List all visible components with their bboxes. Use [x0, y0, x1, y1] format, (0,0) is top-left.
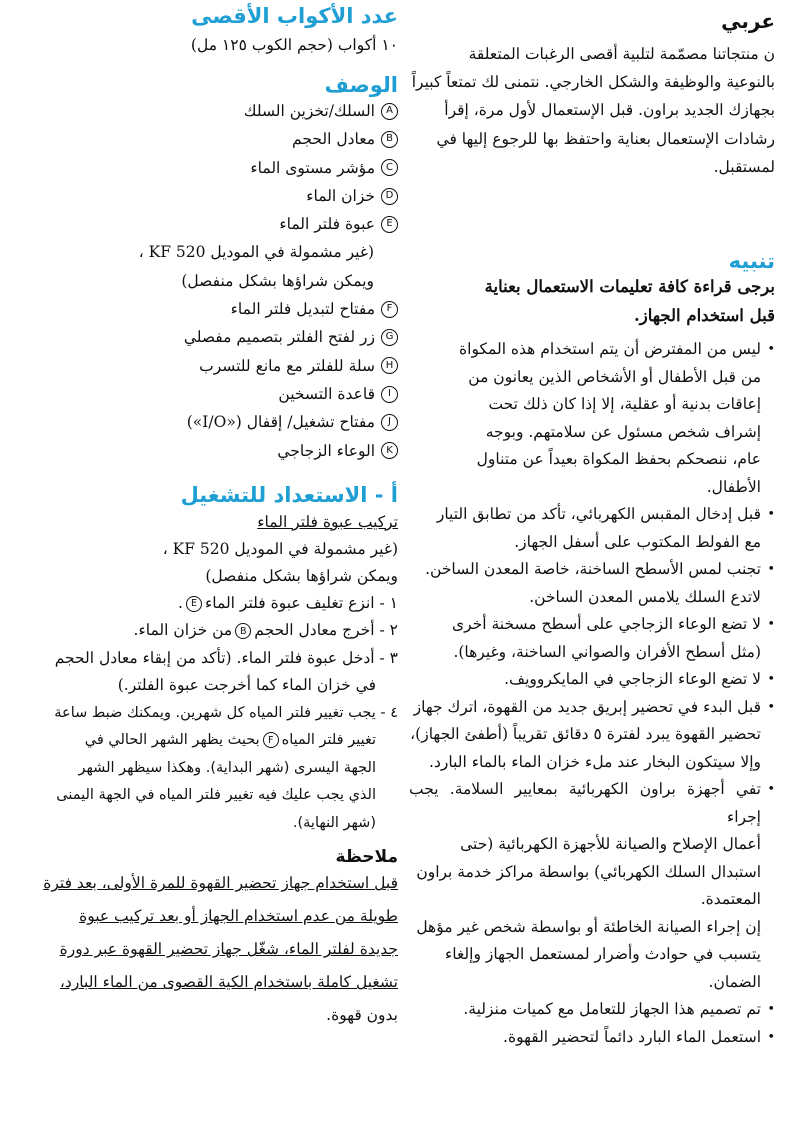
bullet-line: • قبل البدء في تحضير إبريق جديد من القهوة، اترك جهاز [413, 697, 761, 716]
bullet-line: إعاقات بدنية أو عقلية، إلا إذا كان ذلك تحت [488, 395, 761, 414]
part-letter-icon: B [235, 623, 251, 639]
description-column [8, 0, 398, 1032]
setup-step [8, 700, 398, 838]
step-text: الذي يجب عليك فيه تغيير فلتر المياه في الجهة اليمنى [56, 787, 376, 804]
note-line: طويلة من عدم استخدام الجهاز أو بعد تركيب عبوة [79, 907, 398, 926]
safety-bullet [409, 501, 775, 556]
step-text: (شهر النهاية). [292, 814, 376, 831]
part-letter-icon: A [381, 103, 398, 120]
note-line: قبل استخدام جهاز تحضير القهوة للمرة الأولى، بعد فترة [43, 874, 398, 893]
note-last-line: بدون قهوة. [326, 1006, 398, 1025]
part-letter-icon: C [381, 159, 398, 176]
part-item [8, 125, 398, 153]
part-item [8, 210, 398, 238]
part-label: مفتاح تشغيل/ إقفال («I/O») [186, 413, 375, 432]
safety-bullet [409, 694, 775, 777]
safety-column [409, 0, 775, 1051]
part-letter-icon: E [381, 216, 398, 233]
step-text: الجهة اليسرى (شهر البداية). وهكذا سيظهر الشهر [78, 759, 376, 776]
setup-subtitle: تركيب عبوة فلتر الماء [257, 512, 398, 531]
bullet-line: مع الفولط المكتوب على أسفل الجهاز. [514, 532, 761, 551]
intro-line: ن منتجاتنا مصمّمة لتلبية أقصى الرغبات المتعلقة [468, 45, 775, 63]
part-letter-icon: B [381, 131, 398, 148]
setup-note-line: (غير مشمولة في الموديل KF 520 ، [162, 539, 398, 558]
part-letter-icon: G [381, 329, 398, 346]
step-text: تغيير فلتر المياه [281, 732, 376, 749]
step-text: ٣ - أدخل عبوة فلتر الماء. (تأكد من إبقاء معادل الحجم [54, 648, 398, 667]
part-label: معادل الحجم [292, 130, 375, 149]
setup-steps [8, 590, 398, 838]
description-heading: الوصف [324, 73, 398, 97]
max-cups-text: ١٠ أكواب (حجم الكوب ١٢٥ مل) [190, 36, 398, 54]
bullet-line: المعتمدة. [700, 890, 761, 909]
bullet-line: • استعمل الماء البارد دائماً لتحضير القهوة. [503, 1027, 761, 1046]
language-title: عربي [721, 9, 775, 33]
setup-note-line: ويمكن شراؤها بشكل منفصل) [205, 566, 398, 585]
safety-bullet-list [409, 336, 775, 914]
bullet-line: إشراف شخص مسئول عن سلامتهم. وبوجه [485, 422, 761, 441]
part-label: سلة للفلتر مع مانع للتسرب [199, 356, 375, 375]
service-paragraph [409, 914, 775, 997]
intro-line: لمستقبل. [713, 157, 775, 176]
step-text: ٤ - يجب تغيير فلتر المياه كل شهرين. ويمكنك ضبط ساعة [54, 704, 398, 721]
intro-line: رشادات الإستعمال بعناية واحتفظ بها للرجوع إليها في [436, 129, 775, 148]
part-item [8, 437, 398, 465]
note-heading: ملاحظة [335, 847, 398, 868]
warning-bold-line: برجى قراءة كافة تعليمات الاستعمال بعناية [484, 277, 775, 297]
safety-bullet [409, 611, 775, 666]
usage-bullet [409, 996, 775, 1024]
bullet-line: • قبل إدخال المقبس الكهربائي، تأكد من تطابق التيار [436, 505, 761, 524]
part-label: مؤشر مستوى الماء [250, 158, 375, 177]
warning-bold-line: قبل استخدام الجهاز. [634, 305, 775, 325]
part-letter-icon: I [381, 386, 398, 403]
part-note-line: ويمكن شراؤها بشكل منفصل) [181, 271, 374, 290]
step-text: في خزان الماء كما أخرجت عبوة الفلتر.) [117, 676, 376, 695]
parts-list [8, 97, 398, 465]
safety-bullet [409, 776, 775, 914]
usage-bullet-list [409, 996, 775, 1051]
part-letter-icon: J [381, 414, 398, 431]
bullet-line: (مثل أسطح الأفران والصواني الساخنة، وغيرها). [453, 642, 761, 661]
part-item [8, 380, 398, 408]
bullet-line: لاتدع السلك يلامس المعدن الساخن. [529, 587, 761, 606]
bullet-line: وإلا سيتكون البخار عند ملء خزان الماء بالماء البارد. [429, 752, 761, 771]
part-letter-icon: F [263, 732, 279, 748]
bullet-line: أعمال الإصلاح والصيانة للأجهزة الكهربائية (حتى [460, 835, 761, 854]
bullet-line: تحضير القهوة يبرد لفترة ٥ دقائق تقريباً (أطفئ الجهاز)، [410, 725, 761, 744]
note-line: جديدة لفلتر الماء، شغّل جهاز تحضير القهوة عبر دورة [59, 940, 398, 959]
part-item [8, 182, 398, 210]
intro-line: بالنوعية والوظيفة والشكل الخارجي. نتمنى لك تمتعاً كبيراً [411, 73, 775, 92]
part-note-line: (غير مشمولة في الموديل KF 520 ، [138, 243, 374, 262]
part-item [8, 323, 398, 351]
safety-bullet [409, 556, 775, 611]
bullet-line: • لا تضع الوعاء الزجاجي على أسطح مسخنة أخرى [451, 615, 761, 634]
usage-bullet [409, 1024, 775, 1052]
step-text: ١ - انزع تغليف عبوة فلتر الماء [204, 593, 398, 612]
part-letter-icon: E [186, 596, 202, 612]
setup-step [8, 645, 398, 700]
part-label: السلك/تخزين السلك [243, 102, 375, 120]
bullet-line: • تجنب لمس الأسطح الساخنة، خاصة المعدن الساخن. [425, 560, 761, 579]
setup-heading: أ - الاستعداد للتشغيل [180, 482, 398, 507]
part-letter-icon: D [381, 188, 398, 205]
warning-heading: تنبيه [728, 249, 775, 274]
step-text: من خزان الماء. [133, 621, 233, 640]
paragraph-line: يتسبب في حوادث وأضرار لمستعمل الجهاز وإلغاء [444, 945, 761, 964]
step-text [8, 727, 398, 755]
part-label: الوعاء الزجاجي [277, 441, 375, 460]
bullet-line: الأطفال. [706, 477, 761, 496]
safety-bullet [409, 336, 775, 501]
part-letter-icon: F [381, 301, 398, 318]
part-label: زر لفتح الفلتر بتصميم مفصلي [183, 328, 375, 347]
bullet-line: من قبل الأطفال أو الأشخاص الذين يعانون من [468, 367, 761, 386]
bullet-line: • تفي أجهزة براون الكهربائية بمعايير السلامة. يجب إجراء [409, 780, 761, 826]
part-label: خزان الماء [306, 186, 375, 205]
part-letter-icon: K [381, 442, 398, 459]
setup-step [8, 617, 398, 645]
part-item [8, 154, 398, 182]
bullet-line: استبدال السلك الكهربائي) بواسطة مراكز خدمة براون [416, 862, 761, 881]
bullet-line: • تم تصميم هذا الجهاز للتعامل مع كميات منزلية. [463, 1000, 761, 1019]
step-text: ٢ - أخرج معادل الحجم [254, 621, 398, 640]
bullet-line: • ليس من المفترض أن يتم استخدام هذه المكواة [459, 340, 761, 359]
intro-text [409, 40, 775, 181]
note-line: تشغيل كاملة باستخدام الكية القصوى من الماء البارد، [59, 973, 398, 992]
part-label: مفتاح لتبديل فلتر الماء [230, 300, 375, 319]
part-item [8, 352, 398, 380]
part-label: عبوة فلتر الماء [279, 215, 375, 234]
part-letter-icon: H [381, 357, 398, 374]
safety-bullet [409, 666, 775, 694]
paragraph-line: إن إجراء الصيانة الخاطئة أو بواسطة شخص غير مؤهل [416, 917, 761, 936]
part-item [8, 408, 398, 436]
part-item [8, 97, 398, 125]
max-cups-heading: عدد الأكواب الأقصى [191, 4, 398, 28]
part-item [8, 295, 398, 323]
bullet-line: • لا تضع الوعاء الزجاجي في المايكروويف. [504, 670, 761, 689]
step-text: بحيث يظهر الشهر الحالي في [84, 732, 260, 749]
part-label: قاعدة التسخين [278, 384, 375, 403]
setup-step: ١ - انزع تغليف عبوة فلتر الماءE. [178, 593, 398, 612]
intro-line: بجهازك الجديد براون. قبل الإستعمال لأول مرة، إقرأ [444, 101, 775, 120]
bullet-line: عام، ننصحكم بحفظ المكواة بعيداً عن متناول [476, 450, 761, 469]
paragraph-line: الضمان. [708, 972, 761, 991]
